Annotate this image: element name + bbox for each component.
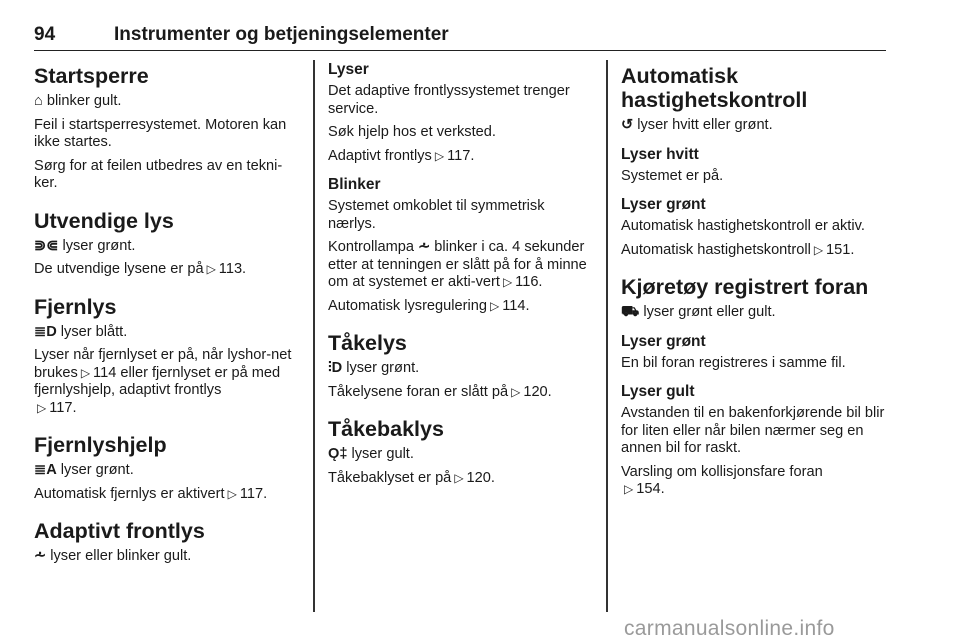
status-line: ⫶D lyser grønt. [328,360,420,376]
adaptive-light-icon: ⩪ [34,548,47,564]
ref-arrow-icon: ▷ [813,242,824,257]
paragraph: Lyser når fjernlyset er på, når lyshor-net brukes ▷ 114 eller fjernlyset er på med fjernlyshjelp, adaptivt frontlys ▷ 117. [34,347,292,416]
adaptive-light-icon: ⩪ [418,239,431,255]
ref-arrow-icon: ▷ [227,486,237,501]
paragraph: Automatisk lysregulering ▷ 114. [328,297,530,314]
ref-arrow-icon: ▷ [454,470,464,485]
status-line: ↺ lyser hvitt eller grønt. [621,117,773,133]
paragraph: Tåkelysene foran er slått på ▷ 120. [328,383,552,400]
status-line: Ǫ‡ lyser gult. [328,446,414,462]
page-title: Instrumenter og betjeningselementer [114,24,449,45]
paragraph: Automatisk hastighetskontroll ▷ 151. [621,241,855,258]
page-link[interactable]: 120. [523,383,552,400]
status-line: ⌂ blinker gult. [34,93,122,109]
section-heading: Fjernlyshjelp [34,433,167,457]
paragraph: Sørg for at feilen utbedres av en tekni-ker. [34,157,283,191]
subsection-heading: Lyser [328,61,369,78]
section-heading: Automatisk hastighetskontroll [621,64,808,112]
column-divider [606,60,608,612]
paragraph: Adaptivt frontlys ▷ 117. [328,147,475,164]
paragraph: Avstanden til en bakenforkjørende bil blir for liten eller når bilen nærmer seg en annen bil for raskt. [621,405,885,456]
high-beam-icon: ≣D [34,323,57,340]
column-1 [34,60,299,572]
column-2 [328,60,593,493]
section-heading: Kjøretøy registrert foran [621,275,869,299]
paragraph: Automatisk hastighetskontroll er aktiv. [621,218,865,234]
page-link[interactable]: 113. [218,261,247,277]
ref-arrow-icon: ▷ [434,148,445,163]
column-divider [313,60,315,612]
paragraph: Automatisk fjernlys er aktivert ▷ 117. [34,485,268,502]
section-heading: Fjernlys [34,294,117,319]
page-link[interactable]: 120. [466,469,495,486]
section-heading: Tåkebaklys [328,417,444,441]
ref-arrow-icon: ▷ [511,384,521,399]
status-line: ⛟ lyser grønt eller gult. [621,304,776,320]
section-heading: Utvendige lys [34,208,174,233]
page-link[interactable]: 117. [49,399,77,416]
paragraph: Tåkebaklyset er på ▷ 120. [328,469,495,486]
paragraph: Systemet er på. [621,167,724,184]
status-line: ≣A lyser grønt. [34,462,134,478]
vehicle-ahead-icon: ⛟ [621,304,640,320]
page-link[interactable]: 114. [502,297,530,314]
subsection-heading: Lyser hvitt [621,145,699,163]
page-number: 94 [34,24,56,45]
immobilizer-icon: ⌂ [34,93,43,109]
page-link[interactable]: 151. [826,241,855,258]
page-link[interactable]: 116. [515,274,543,290]
paragraph: En bil foran registreres i samme fil. [621,354,846,371]
section-heading: Tåkelys [328,331,407,355]
paragraph: Feil i startsperresystemet. Motoren kan ikke startes. [34,116,287,150]
paragraph: Varsling om kollisjonsfare foran ▷ 154. [621,463,823,497]
page-link[interactable]: 154. [636,481,665,497]
status-line: ⩪ lyser eller blinker gult. [34,548,192,564]
page-header [34,24,886,51]
section-heading: Startsperre [34,64,149,88]
paragraph: Systemet omkoblet til symmetrisk nærlys. [328,198,545,232]
ref-arrow-icon: ▷ [502,275,513,289]
subsection-heading: Lyser grønt [621,196,706,213]
exterior-lights-icon: ⋑⋐ [34,237,59,254]
subsection-heading: Lyser grønt [621,332,706,350]
page-link[interactable]: 117. [239,485,268,502]
ref-arrow-icon: ▷ [624,482,634,496]
page-link[interactable]: 117. [447,147,475,164]
section-heading: Adaptivt frontlys [34,519,205,543]
paragraph: Søk hjelp hos et verksted. [328,124,496,140]
ref-arrow-icon: ▷ [37,400,47,415]
ref-arrow-icon: ▷ [80,365,91,380]
subsection-heading: Blinker [328,176,381,193]
status-line: ⋑⋐ lyser grønt. [34,237,136,254]
paragraph: Det adaptive frontlyssystemet trenger service. [328,83,570,117]
ref-arrow-icon: ▷ [489,298,500,313]
watermark: carmanualsonline.info [624,617,835,640]
subsection-heading: Lyser gult [621,383,695,400]
cruise-control-icon: ↺ [621,117,634,133]
ref-arrow-icon: ▷ [206,262,216,276]
high-beam-assist-icon: ≣A [34,462,57,478]
paragraph: De utvendige lysene er på ▷ 113. [34,261,247,277]
column-3 [621,60,886,505]
fog-light-icon: ⫶D [328,360,343,376]
paragraph: Kontrollampa ⩪ blinker i ca. 4 sekunder etter at tenningen er slått på for å minne om at systemet er akti-vert ▷ 116. [328,239,587,290]
status-line: ≣D lyser blått. [34,323,128,340]
rear-fog-icon: Ǫ‡ [328,446,348,462]
page-link[interactable]: 114 [93,364,117,381]
